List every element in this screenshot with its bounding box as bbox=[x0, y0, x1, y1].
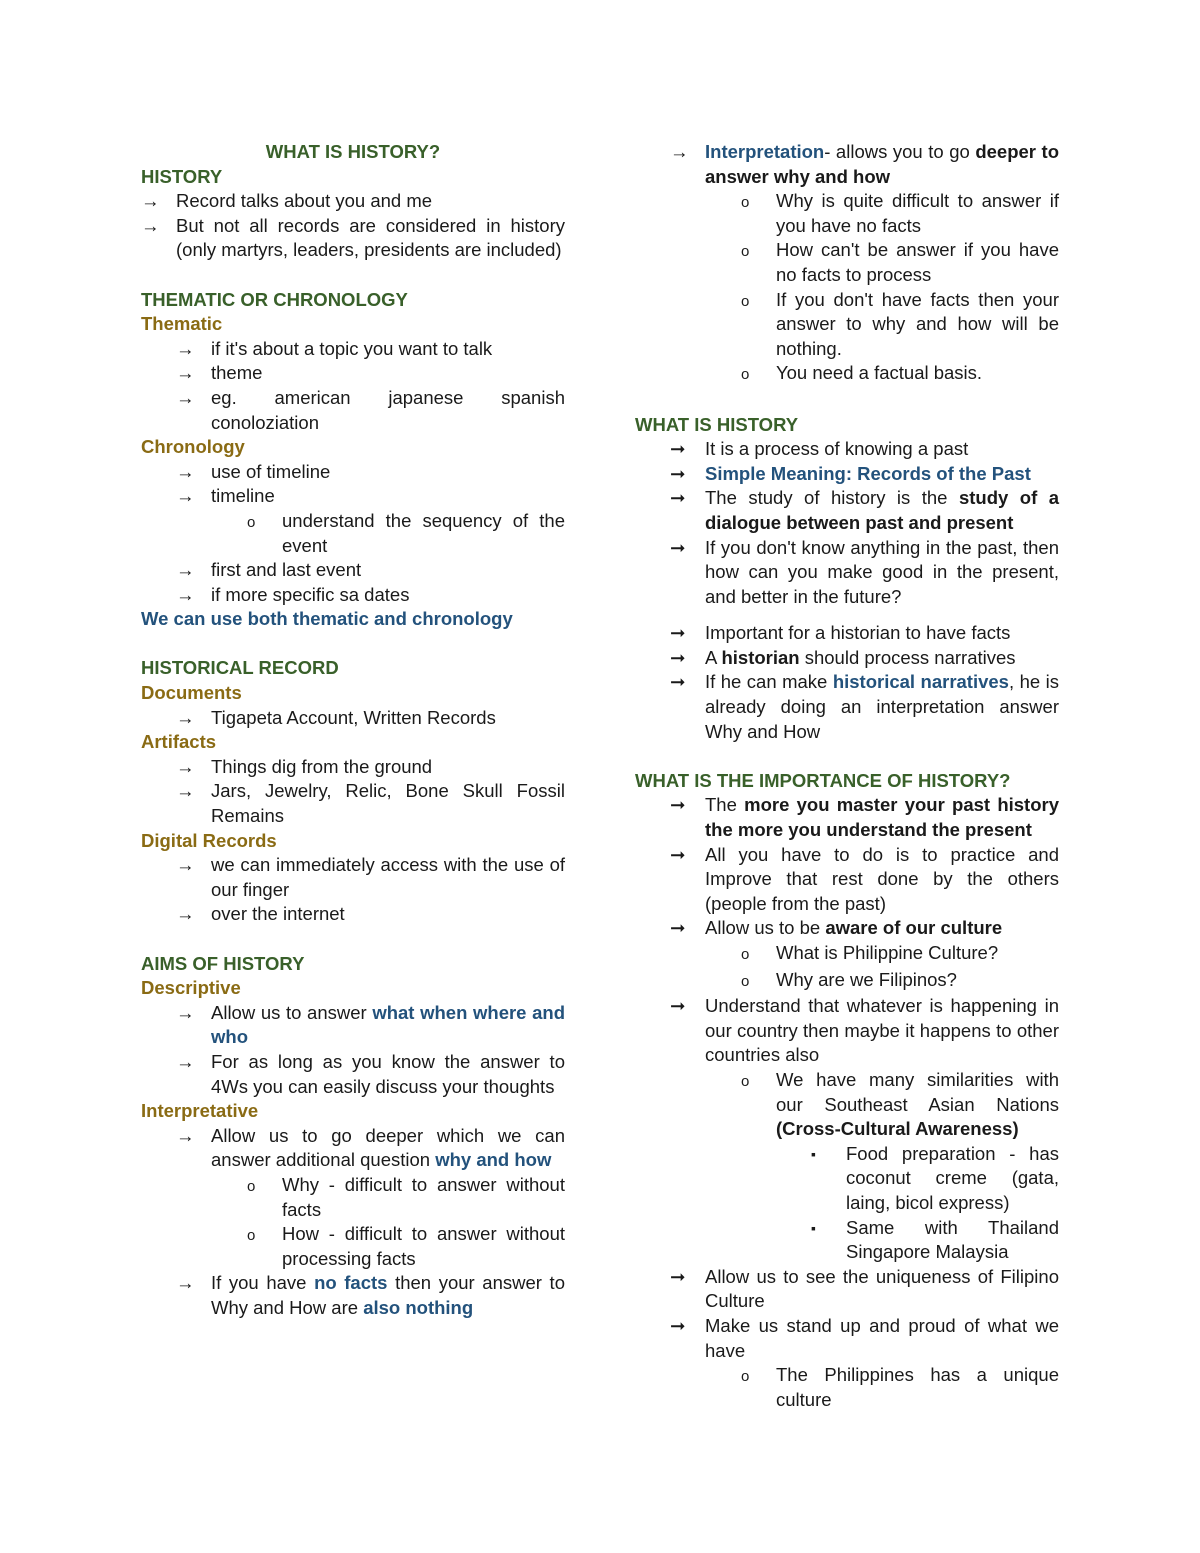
text-run: Things dig from the ground bbox=[211, 755, 433, 777]
text-line bbox=[141, 952, 565, 977]
list-item-text bbox=[705, 437, 1059, 462]
list-item-text bbox=[776, 1363, 1059, 1412]
circle-bullet-icon: o bbox=[741, 946, 750, 963]
text-run: theme bbox=[211, 362, 263, 384]
list-item-text bbox=[176, 189, 565, 214]
text-run: eg. american japanese spanish conoloziation bbox=[211, 386, 565, 433]
list-item-text bbox=[282, 1173, 565, 1222]
section-heading: THEMATIC OR CHRONOLOGY bbox=[141, 288, 408, 310]
list-item bbox=[141, 583, 565, 608]
list-item bbox=[635, 437, 1059, 462]
text-line bbox=[635, 769, 1059, 794]
list-item-text bbox=[776, 189, 1059, 238]
list-item bbox=[635, 1314, 1059, 1363]
emphasis-blue: also nothing bbox=[363, 1296, 474, 1318]
list-item-text bbox=[705, 486, 1059, 535]
subsection-heading: Interpretative bbox=[141, 1100, 259, 1122]
spacer bbox=[141, 632, 565, 657]
subsection-heading: Documents bbox=[141, 682, 242, 704]
text-run: , he is already doing an interpretation answer Why and How bbox=[705, 671, 1060, 742]
circle-bullet-icon: o bbox=[247, 1227, 256, 1245]
list-item bbox=[635, 140, 1059, 189]
list-item bbox=[141, 755, 565, 780]
arrow-bullet-icon: → bbox=[176, 583, 195, 605]
circle-bullet-icon: o bbox=[741, 366, 750, 384]
text-run: Allow us to see the uniqueness of Filipino Culture bbox=[705, 1265, 1059, 1312]
heavy-arrow-bullet-icon: ➞ bbox=[670, 622, 686, 644]
text-run: use of timeline bbox=[211, 460, 331, 482]
list-item-text bbox=[211, 386, 565, 435]
circle-bullet-icon: o bbox=[741, 194, 750, 212]
list-item bbox=[635, 486, 1059, 535]
spacer bbox=[141, 263, 565, 288]
text-run: But not all records are considered in history (only martyrs, leaders, presidents are included) bbox=[176, 214, 565, 261]
text-run: The bbox=[705, 794, 745, 816]
list-item-text bbox=[211, 460, 565, 485]
text-run: understand the sequency of the event bbox=[282, 509, 565, 556]
list-item-text bbox=[211, 902, 565, 927]
text-run: Tigapeta Account, Written Records bbox=[211, 706, 496, 728]
list-item-text bbox=[705, 1265, 1059, 1314]
text-run: then your answer to Why and How are bbox=[211, 1272, 565, 1318]
arrow-bullet-icon: → bbox=[176, 1001, 195, 1023]
text-run: The Philippines has a unique culture bbox=[776, 1364, 1059, 1410]
list-item-text bbox=[705, 646, 1059, 671]
list-item-text bbox=[776, 941, 1059, 966]
text-run: Understand that whatever is happening in our country then maybe it happens to other countries also bbox=[705, 995, 1059, 1066]
heavy-arrow-bullet-icon: ➞ bbox=[670, 487, 686, 509]
subsection-heading: Digital Records bbox=[141, 829, 277, 851]
list-item bbox=[635, 1363, 1059, 1412]
list-item bbox=[141, 484, 565, 509]
list-item-text bbox=[776, 361, 1059, 386]
list-item bbox=[635, 670, 1059, 744]
list-item bbox=[635, 462, 1059, 487]
arrow-bullet-icon: → bbox=[176, 1272, 195, 1294]
text-run: Important for a historian to have facts bbox=[705, 622, 1011, 644]
text-run: over the internet bbox=[211, 903, 345, 925]
list-item-text bbox=[705, 621, 1059, 646]
circle-bullet-icon: o bbox=[741, 1072, 750, 1090]
section-heading: HISTORY bbox=[141, 165, 223, 187]
list-item-text bbox=[776, 238, 1059, 287]
list-item-text bbox=[211, 337, 565, 362]
list-item bbox=[635, 288, 1059, 362]
list-item-text bbox=[705, 1314, 1059, 1363]
page-title: WHAT IS HISTORY? bbox=[265, 141, 441, 162]
list-item-text bbox=[705, 843, 1059, 917]
heavy-arrow-bullet-icon: ➞ bbox=[670, 843, 686, 865]
list-item bbox=[141, 337, 565, 362]
text-run: A bbox=[705, 646, 722, 668]
circle-bullet-icon: o bbox=[247, 1177, 256, 1195]
arrow-bullet-icon: → bbox=[176, 559, 195, 581]
heavy-arrow-bullet-icon: ➞ bbox=[670, 794, 686, 816]
left-column bbox=[141, 140, 565, 1321]
text-run: first and last event bbox=[211, 559, 362, 581]
text-line bbox=[141, 165, 565, 190]
list-item bbox=[635, 1068, 1059, 1142]
list-item bbox=[635, 361, 1059, 388]
list-item-text bbox=[211, 1124, 565, 1173]
text-run: timeline bbox=[211, 485, 275, 507]
emphasis-blue: Interpretation bbox=[705, 141, 825, 162]
list-item bbox=[635, 916, 1059, 941]
list-item bbox=[635, 793, 1059, 842]
arrow-bullet-icon: → bbox=[176, 362, 195, 384]
list-item bbox=[141, 189, 565, 214]
text-run: If he can make bbox=[705, 671, 833, 693]
text-run: Jars, Jewelry, Relic, Bone Skull Fossil Remains bbox=[211, 780, 565, 827]
section-heading: HISTORICAL RECORD bbox=[141, 657, 339, 679]
text-run: The study of history is the bbox=[705, 487, 959, 509]
list-item bbox=[141, 1173, 565, 1222]
list-item bbox=[635, 1142, 1059, 1216]
text-run: All you have to do is to practice and Improve that rest done by the others (people from the past) bbox=[705, 843, 1059, 914]
subsection-heading: Descriptive bbox=[141, 977, 241, 999]
text-line bbox=[141, 656, 565, 681]
arrow-bullet-icon: → bbox=[176, 903, 195, 925]
text-line bbox=[141, 312, 565, 337]
list-item bbox=[141, 1222, 565, 1271]
text-run: How - difficult to answer without processing facts bbox=[282, 1223, 565, 1269]
text-line bbox=[141, 140, 565, 165]
text-line bbox=[141, 681, 565, 706]
text-run: Why is quite difficult to answer if you have no facts bbox=[776, 190, 1059, 236]
text-line bbox=[141, 730, 565, 755]
heavy-arrow-bullet-icon: ➞ bbox=[670, 462, 686, 484]
list-item-text bbox=[211, 706, 565, 731]
circle-bullet-icon: o bbox=[741, 1368, 750, 1386]
arrow-bullet-icon: → bbox=[176, 780, 195, 802]
list-item-text bbox=[776, 1068, 1059, 1142]
circle-bullet-icon: o bbox=[741, 972, 750, 990]
text-line bbox=[141, 1099, 565, 1124]
arrow-bullet-icon: → bbox=[176, 755, 195, 777]
section-heading: AIMS OF HISTORY bbox=[141, 952, 305, 974]
emphasis-blue: historical narratives bbox=[832, 671, 1009, 693]
list-item bbox=[635, 189, 1059, 238]
emphasis-blue: why and how bbox=[435, 1149, 552, 1171]
text-run: If you don't have facts then your answer to why and how will be nothing. bbox=[776, 288, 1059, 359]
list-item-text bbox=[211, 1050, 565, 1099]
text-run: We have many similarities with our Southeast Asian Nations bbox=[776, 1068, 1059, 1115]
section-heading: WHAT IS HISTORY bbox=[635, 413, 799, 435]
arrow-bullet-icon: → bbox=[176, 854, 195, 876]
subsection-heading: Thematic bbox=[141, 313, 223, 335]
text-run: Allow us to go deeper which we can answer additional question bbox=[211, 1124, 565, 1171]
text-run: Allow us to answer bbox=[211, 1001, 373, 1023]
arrow-bullet-icon: → bbox=[141, 190, 160, 212]
list-item-text bbox=[211, 558, 565, 583]
arrow-bullet-icon: → bbox=[176, 337, 195, 359]
list-item bbox=[141, 460, 565, 485]
list-item bbox=[141, 706, 565, 731]
list-item-text bbox=[705, 670, 1059, 744]
arrow-bullet-icon: → bbox=[176, 1124, 195, 1146]
list-item bbox=[635, 941, 1059, 968]
text-run: What is Philippine Culture? bbox=[776, 942, 999, 963]
heavy-arrow-bullet-icon: ➞ bbox=[670, 438, 686, 460]
heavy-arrow-bullet-icon: ➞ bbox=[670, 1265, 686, 1287]
highlight-note: We can use both thematic and chronology bbox=[141, 608, 513, 630]
list-item-text bbox=[705, 462, 1059, 487]
spacer bbox=[141, 927, 565, 952]
right-column bbox=[635, 140, 1059, 1412]
list-item bbox=[141, 361, 565, 386]
text-run: It is a process of knowing a past bbox=[705, 438, 969, 460]
emphasis-bold: more you master your past history the more you understand the present bbox=[705, 794, 1059, 841]
list-item-text bbox=[211, 484, 565, 509]
list-item-text bbox=[776, 968, 1059, 993]
emphasis-blue: Simple Meaning: Records of the Past bbox=[705, 462, 1031, 484]
list-item-text bbox=[846, 1216, 1059, 1265]
list-item bbox=[141, 1050, 565, 1099]
list-item-text bbox=[776, 288, 1059, 362]
list-item-text bbox=[705, 536, 1059, 610]
section-heading: WHAT IS THE IMPORTANCE OF HISTORY? bbox=[635, 769, 1011, 791]
heavy-arrow-bullet-icon: ➞ bbox=[670, 671, 686, 693]
subsection-heading: Artifacts bbox=[141, 731, 217, 753]
text-run: should process narratives bbox=[799, 646, 1016, 668]
emphasis-bold: aware of our culture bbox=[825, 917, 1003, 939]
list-item-text bbox=[705, 994, 1059, 1068]
list-item bbox=[635, 843, 1059, 917]
list-item-text bbox=[211, 1271, 565, 1320]
text-line bbox=[141, 288, 565, 313]
list-item bbox=[141, 853, 565, 902]
list-item bbox=[141, 1001, 565, 1050]
text-run: If you don't know anything in the past, then how can you make good in the present, and better in the future? bbox=[705, 536, 1059, 607]
list-item bbox=[141, 214, 565, 263]
arrow-bullet-icon: → bbox=[176, 706, 195, 728]
text-run: Allow us to be bbox=[705, 917, 826, 939]
circle-bullet-icon: o bbox=[741, 292, 750, 310]
list-item bbox=[635, 238, 1059, 287]
list-item bbox=[141, 558, 565, 583]
text-line bbox=[141, 607, 565, 632]
heavy-arrow-bullet-icon: ➞ bbox=[670, 646, 686, 668]
text-line bbox=[141, 829, 565, 854]
list-item bbox=[635, 536, 1059, 610]
text-run: Same with Thailand Singapore Malaysia bbox=[846, 1216, 1059, 1263]
text-run: Make us stand up and proud of what we have bbox=[705, 1314, 1059, 1361]
arrow-bullet-icon: → bbox=[141, 214, 160, 236]
text-run: How can't be answer if you have no facts to process bbox=[776, 239, 1059, 285]
text-run: Food preparation - has coconut creme (gata, laing, bicol express) bbox=[846, 1142, 1059, 1213]
text-run: if it's about a topic you want to talk bbox=[211, 337, 493, 359]
text-run: Why - difficult to answer without facts bbox=[282, 1173, 565, 1220]
list-item bbox=[141, 509, 565, 558]
subsection-heading: Chronology bbox=[141, 436, 245, 458]
list-item-text bbox=[176, 214, 565, 263]
list-item bbox=[635, 646, 1059, 671]
text-run: You need a factual basis. bbox=[776, 362, 983, 384]
emphasis-blue: no facts bbox=[314, 1272, 388, 1294]
list-item bbox=[141, 1271, 565, 1320]
text-run: If you have bbox=[211, 1272, 315, 1294]
arrow-bullet-icon: → bbox=[176, 386, 195, 408]
circle-bullet-icon: o bbox=[247, 513, 256, 531]
text-run: if more specific sa dates bbox=[211, 583, 410, 605]
list-item bbox=[635, 621, 1059, 646]
emphasis-bold: historian bbox=[721, 646, 800, 668]
heavy-arrow-bullet-icon: ➞ bbox=[670, 536, 686, 558]
list-item-text bbox=[211, 583, 565, 608]
list-item bbox=[635, 994, 1059, 1068]
text-run: Record talks about you and me bbox=[176, 190, 433, 212]
square-bullet-icon: ▪ bbox=[811, 1145, 816, 1162]
list-item-text bbox=[211, 779, 565, 828]
list-item-text bbox=[282, 1222, 565, 1271]
text-run: - allows you to go bbox=[824, 141, 976, 162]
arrow-bullet-icon: → bbox=[176, 485, 195, 507]
emphasis-bold: study of a dialogue between past and present bbox=[705, 487, 1059, 533]
list-item bbox=[635, 968, 1059, 995]
spacer bbox=[635, 388, 1059, 413]
list-item-text bbox=[211, 1001, 565, 1050]
list-item bbox=[141, 902, 565, 927]
emphasis-blue: what when where and who bbox=[211, 1001, 565, 1048]
list-item-text bbox=[211, 361, 565, 386]
circle-bullet-icon: o bbox=[741, 243, 750, 261]
heavy-arrow-bullet-icon: ➞ bbox=[670, 995, 686, 1017]
arrow-bullet-icon: → bbox=[176, 1050, 195, 1072]
spacer bbox=[635, 744, 1059, 769]
emphasis-bold: (Cross-Cultural Awareness) bbox=[776, 1118, 1019, 1140]
list-item-text bbox=[282, 509, 565, 558]
heavy-arrow-bullet-icon: ➞ bbox=[670, 1314, 686, 1336]
list-item-text bbox=[705, 140, 1059, 189]
text-run: For as long as you know the answer to 4Ws you can easily discuss your thoughts bbox=[211, 1050, 565, 1097]
emphasis-bold: deeper to answer why and how bbox=[705, 141, 1059, 187]
list-item-text bbox=[211, 755, 565, 780]
arrow-bullet-icon: → bbox=[176, 460, 195, 482]
list-item-text bbox=[705, 793, 1059, 842]
arrow-bullet-icon: → bbox=[670, 141, 689, 162]
list-item bbox=[141, 386, 565, 435]
list-item bbox=[635, 1216, 1059, 1265]
heavy-arrow-bullet-icon: ➞ bbox=[670, 917, 686, 939]
list-item-text bbox=[705, 916, 1059, 941]
list-item-text bbox=[846, 1142, 1059, 1216]
list-item bbox=[635, 1265, 1059, 1314]
text-run: Why are we Filipinos? bbox=[776, 968, 957, 990]
text-line bbox=[635, 413, 1059, 438]
list-item bbox=[141, 779, 565, 828]
text-run: we can immediately access with the use of our finger bbox=[211, 854, 565, 900]
square-bullet-icon: ▪ bbox=[811, 1219, 816, 1236]
spacer bbox=[635, 609, 1059, 621]
list-item bbox=[141, 1124, 565, 1173]
text-line bbox=[141, 435, 565, 460]
list-item-text bbox=[211, 853, 565, 902]
text-line bbox=[141, 976, 565, 1001]
